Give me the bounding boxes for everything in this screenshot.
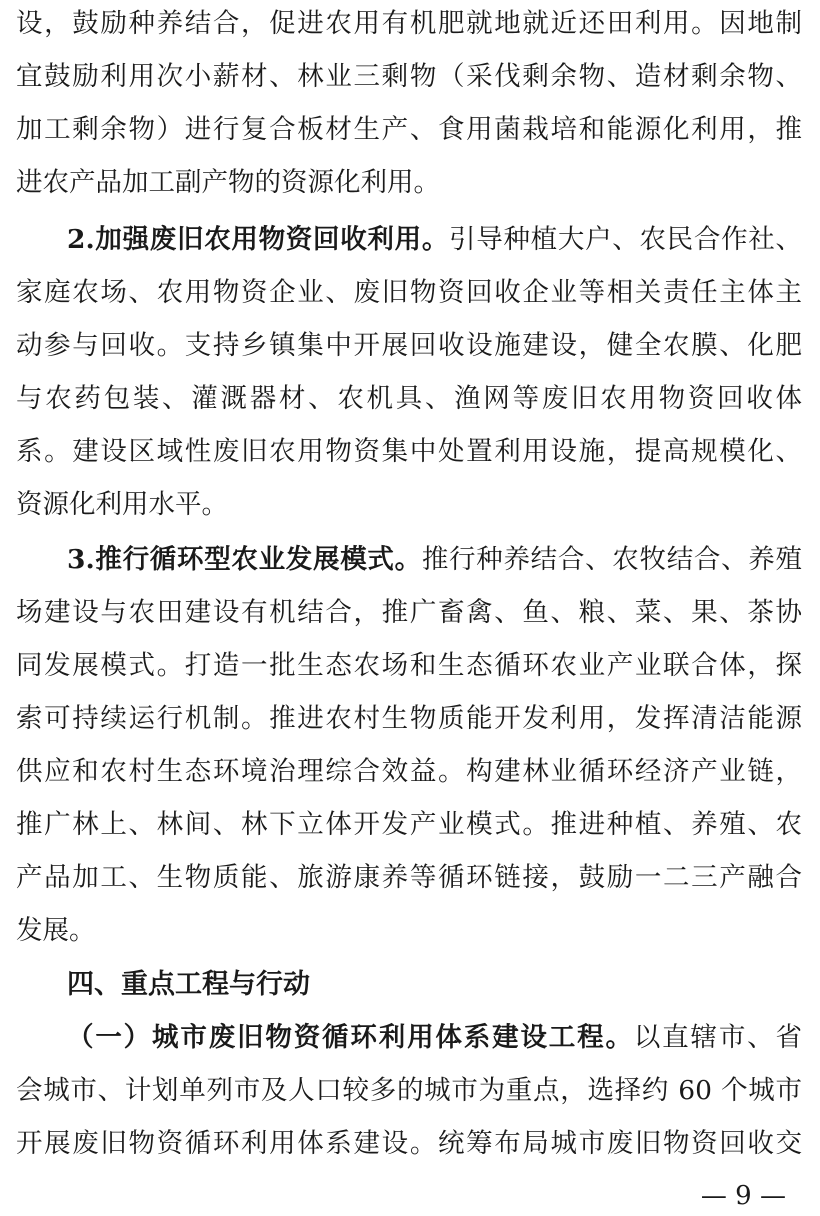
- paragraph-first-line: [67, 1018, 802, 1058]
- text-run: 以直辖市、省: [633, 1022, 802, 1053]
- item-heading: 3.推行循环型农业发展模式。: [67, 544, 422, 575]
- text-line: 会城市、计划单列市及人口较多的城市为重点，选择约 60 个城市: [16, 1075, 802, 1106]
- text-line: 动参与回收。支持乡镇集中开展回收设施建设，健全农膜、化肥: [16, 330, 802, 361]
- text-line: 推广林上、林间、林下立体开发产业模式。推进种植、养殖、农: [16, 809, 802, 840]
- paragraph-first-line: [67, 220, 802, 260]
- item-heading: 2.加强废旧农用物资回收利用。: [67, 224, 450, 255]
- text-line: 设，鼓励种养结合，促进农用有机肥就地就近还田利用。因地制: [16, 8, 802, 39]
- text-line: 资源化利用水平。: [16, 489, 228, 520]
- text-line: 与农药包装、灌溉器材、农机具、渔网等废旧农用物资回收体: [16, 383, 802, 414]
- text-line: 场建设与农田建设有机结合，推广畜禽、鱼、粮、菜、果、茶协: [16, 597, 802, 628]
- text-line: 产品加工、生物质能、旅游康养等循环链接，鼓励一二三产融合: [16, 862, 802, 893]
- text-line: 加工剩余物）进行复合板材生产、食用菌栽培和能源化利用，推: [16, 114, 802, 145]
- text-line: 开展废旧物资循环利用体系建设。统筹布局城市废旧物资回收交: [16, 1128, 802, 1159]
- text-run: 推行种养结合、农牧结合、养殖: [421, 544, 802, 575]
- text-line: 发展。: [16, 915, 96, 946]
- paragraph-first-line: [67, 540, 802, 580]
- item-heading: （一）城市废旧物资循环利用体系建设工程。: [67, 1022, 634, 1053]
- text-line: 系。建设区域性废旧农用物资集中处置利用设施，提高规模化、: [16, 436, 802, 467]
- text-line: 宜鼓励利用次小薪材、林业三剩物（采伐剩余物、造材剩余物、: [16, 61, 802, 92]
- section-heading: 四、重点工程与行动: [67, 969, 310, 1000]
- text-line: 同发展模式。打造一批生态农场和生态循环农业产业联合体，探: [16, 650, 802, 681]
- text-line: 供应和农村生态环境治理综合效益。构建林业循环经济产业链，: [16, 756, 802, 787]
- text-line: 索可持续运行机制。推进农村生物质能开发利用，发挥清洁能源: [16, 703, 802, 734]
- text-run: 引导种植大户、农民合作社、: [449, 224, 802, 255]
- text-line: 家庭农场、农用物资企业、废旧物资回收企业等相关责任主体主: [16, 277, 802, 308]
- page-number: — 9 —: [700, 1181, 786, 1211]
- text-line: 进农产品加工副产物的资源化利用。: [16, 167, 440, 198]
